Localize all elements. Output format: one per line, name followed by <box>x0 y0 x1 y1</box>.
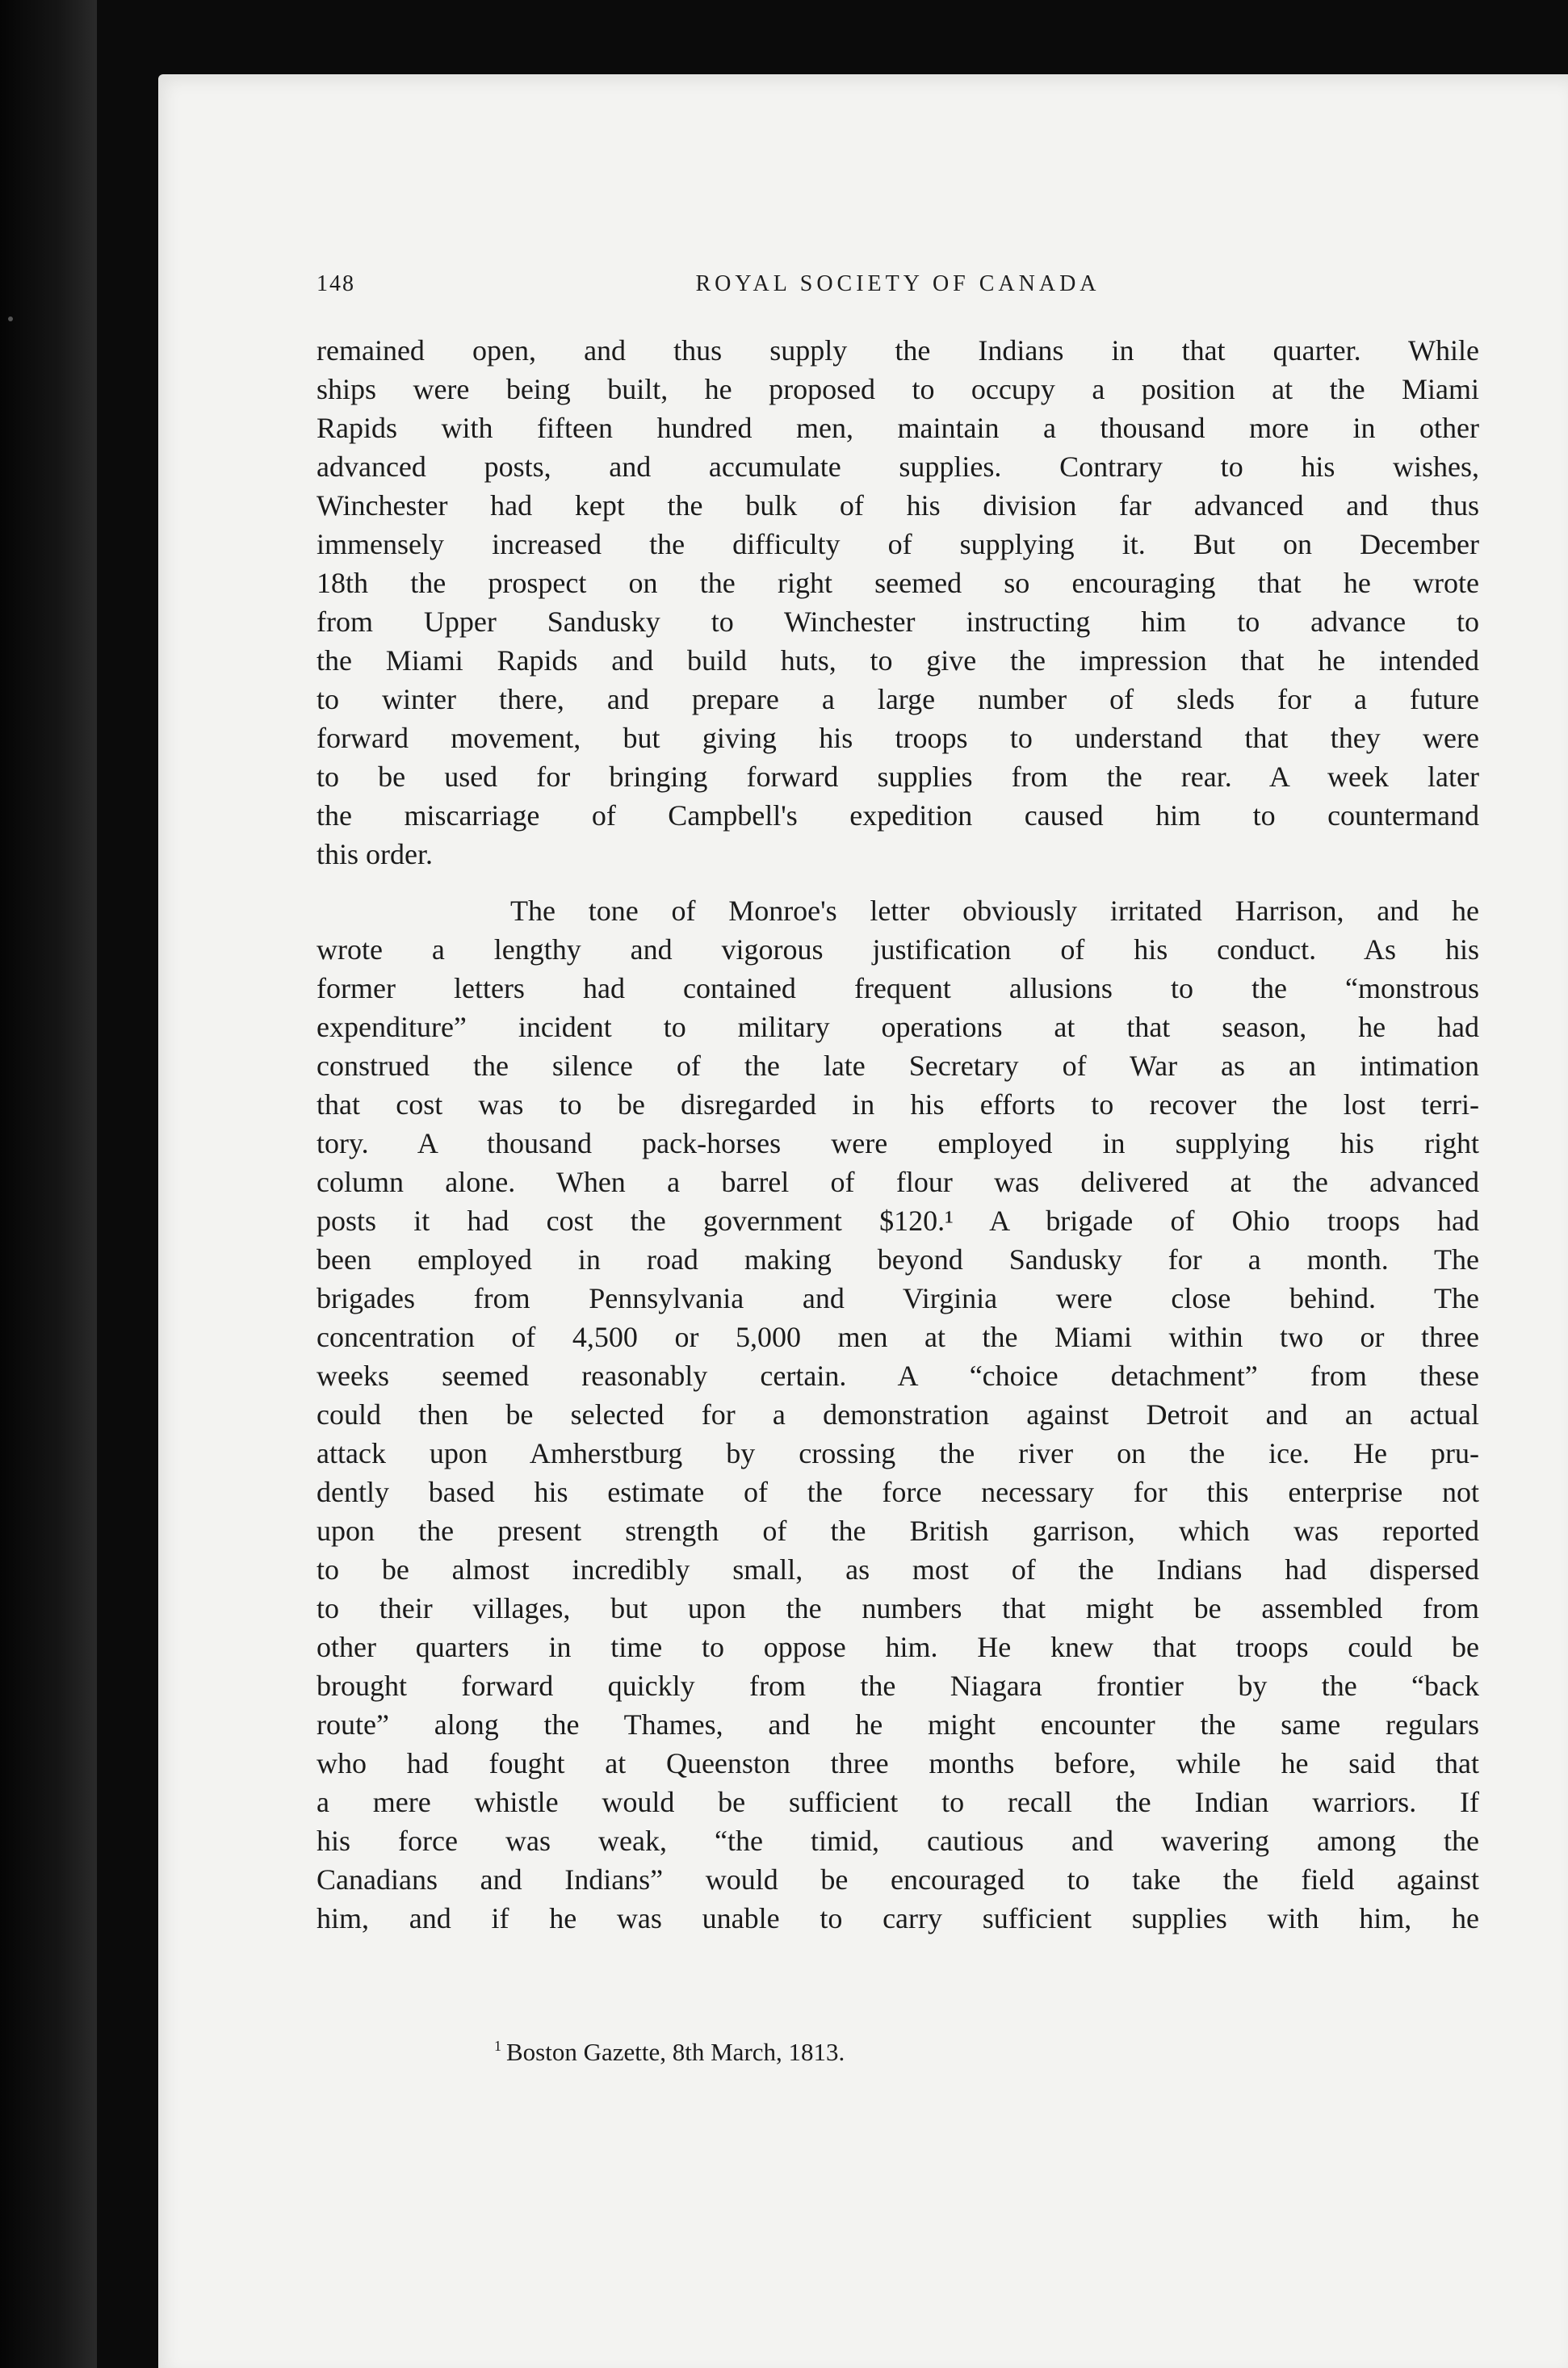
text-line: brought forward quickly from the Niagara frontier by the “back <box>317 1670 1479 1702</box>
footnote-text: Boston Gazette, 8th March, 1813. <box>506 2038 845 2066</box>
text-line: to be almost incredibly small, as most of the Indians had dispersed <box>317 1553 1479 1586</box>
text-line: forward movement, but giving his troops to understand that they were <box>317 722 1479 754</box>
text-line: route” along the Thames, and he might encounter the same regulars <box>317 1708 1479 1741</box>
text-line: Rapids with fifteen hundred men, maintain a thousand more in other <box>317 412 1479 444</box>
text-line: brigades from Pennsylvania and Virginia were close behind. The <box>317 1282 1479 1314</box>
text-line: Canadians and Indians” would be encouraged to take the field against <box>317 1863 1479 1896</box>
text-line: tory. A thousand pack-horses were employed in supplying his right <box>317 1127 1479 1159</box>
paragraph <box>317 891 1479 1938</box>
text-line: this order. <box>317 838 433 870</box>
text-line: who had fought at Queenston three months before, while he said that <box>317 1747 1479 1779</box>
text-line: remained open, and thus supply the Indians in that quarter. While <box>317 334 1479 367</box>
text-line: to winter there, and prepare a large number of sleds for a future <box>317 683 1479 715</box>
text-line: dently based his estimate of the force necessary for this enterprise not <box>317 1476 1479 1508</box>
footnote-marker: 1 <box>494 2038 501 2054</box>
text-line: concentration of 4,500 or 5,000 men at the Miami within two or three <box>317 1321 1479 1353</box>
text-line: The tone of Monroe's letter obviously irritated Harrison, and he <box>510 895 1479 927</box>
text-line: 18th the prospect on the right seemed so encouraging that he wrote <box>317 567 1479 599</box>
page-header <box>317 271 1479 304</box>
text-line: upon the present strength of the British garrison, which was reported <box>317 1515 1479 1547</box>
page-number: 148 <box>317 271 355 296</box>
text-line: weeks seemed reasonably certain. A “choice detachment” from these <box>317 1360 1479 1392</box>
body-text <box>317 331 1479 1938</box>
text-line: expenditure” incident to military operations at that season, he had <box>317 1011 1479 1043</box>
text-line: other quarters in time to oppose him. He knew that troops could be <box>317 1631 1479 1663</box>
text-line: his force was weak, “the timid, cautious and wavering among the <box>317 1825 1479 1857</box>
text-line: advanced posts, and accumulate supplies. Contrary to his wishes, <box>317 451 1479 483</box>
text-line: been employed in road making beyond Sandusky for a month. The <box>317 1243 1479 1276</box>
text-line: the Miami Rapids and build huts, to give the impression that he intended <box>317 644 1479 677</box>
scan-border <box>0 0 97 2368</box>
running-head: ROYAL SOCIETY OF CANADA <box>695 271 1101 296</box>
text-line: construed the silence of the late Secretary of War as an intimation <box>317 1050 1479 1082</box>
text-line: to be used for bringing forward supplies from the rear. A week later <box>317 761 1479 793</box>
text-line: a mere whistle would be sufficient to recall the Indian warriors. If <box>317 1786 1479 1818</box>
paragraph-gap <box>317 874 1479 891</box>
text-line: Winchester had kept the bulk of his division far advanced and thus <box>317 489 1479 522</box>
footnote <box>494 2038 845 2067</box>
text-line: former letters had contained frequent allusions to the “monstrous <box>317 972 1479 1004</box>
text-line: that cost was to be disregarded in his efforts to recover the lost terri- <box>317 1088 1479 1121</box>
text-line: to their villages, but upon the numbers that might be assembled from <box>317 1592 1479 1624</box>
paragraph <box>317 331 1479 874</box>
text-line: the miscarriage of Campbell's expedition caused him to countermand <box>317 799 1479 832</box>
text-line: wrote a lengthy and vigorous justification of his conduct. As his <box>317 933 1479 966</box>
scan-speck <box>8 316 13 321</box>
text-line: immensely increased the difficulty of supplying it. But on December <box>317 528 1479 560</box>
text-line: from Upper Sandusky to Winchester instructing him to advance to <box>317 606 1479 638</box>
text-line: posts it had cost the government $120.¹ A brigade of Ohio troops had <box>317 1205 1479 1237</box>
text-line: him, and if he was unable to carry sufficient supplies with him, he <box>317 1902 1479 1934</box>
text-line: could then be selected for a demonstration against Detroit and an actual <box>317 1398 1479 1431</box>
text-line: column alone. When a barrel of flour was delivered at the advanced <box>317 1166 1479 1198</box>
text-line: ships were being built, he proposed to occupy a position at the Miami <box>317 373 1479 405</box>
text-line: attack upon Amherstburg by crossing the river on the ice. He pru- <box>317 1437 1479 1469</box>
